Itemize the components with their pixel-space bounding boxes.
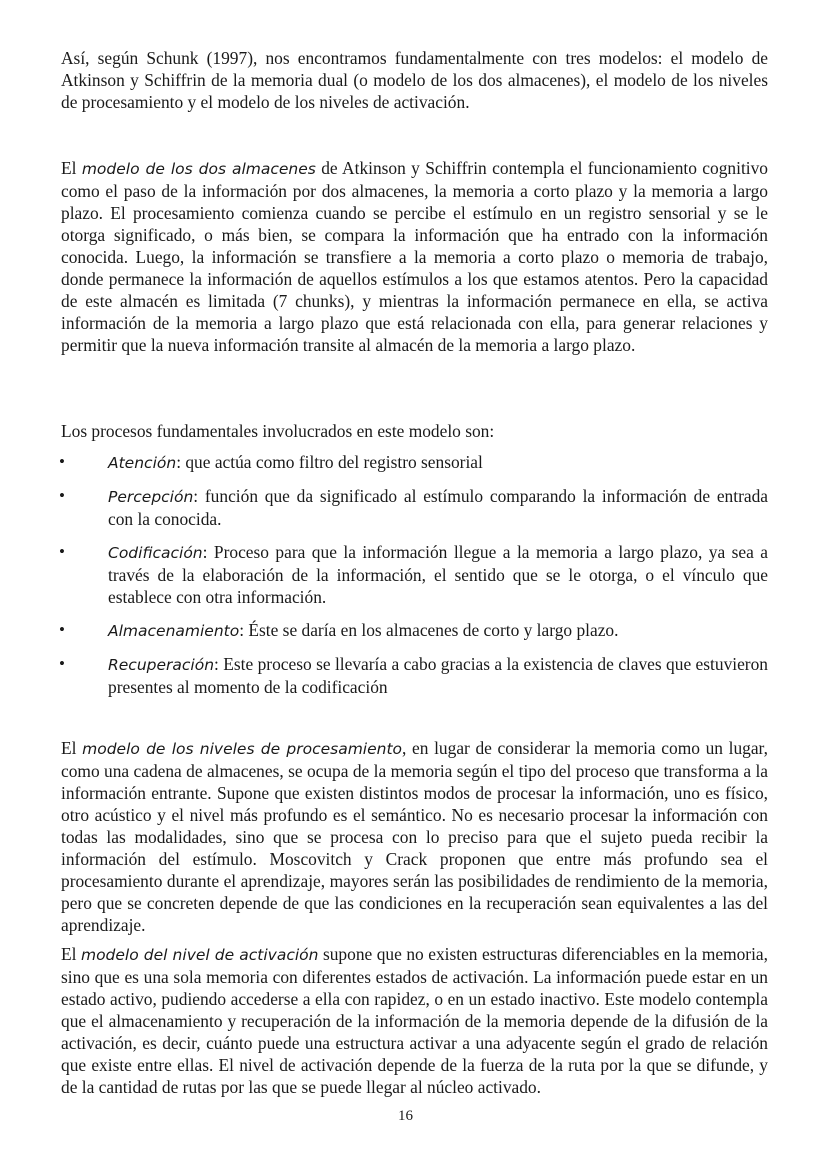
bullet-icon: • [59, 620, 65, 639]
paragraph-activation-level-model [61, 943, 768, 1098]
list-item [61, 451, 768, 474]
list-item-text: : función que da significado al estímulo comparando la información de entrada con la conocida. [108, 486, 768, 529]
list-item [61, 653, 768, 698]
bullet-icon: • [59, 654, 65, 673]
list-item-text: : Este proceso se llevaría a cabo gracias a la existencia de claves que estuvieron presentes al momento de la codificación [108, 654, 768, 697]
term-activation-level-model: modelo del nivel de activación [80, 946, 319, 964]
paragraph-body: supone que no existen estructuras diferenciables en la memoria, sino que es una sola memoria con diferentes estados de activación. La información puede estar en un estado activo, pudiendo accederse a ella con rapidez, o en un estado inactivo. Este modelo contempla que el almacenamiento y recuperación de la información de la memoria depende de la difusión de la activación, es decir, cuánto puede una estructura activar a una adyacente según el grado de relación que existe entre ellas. El nivel de activación depende de la fuerza de la ruta por la que se difunde, y de la cantidad de rutas por las que se puede llegar al núcleo activado. [61, 944, 768, 1097]
term-two-stores-model: modelo de los dos almacenes [81, 160, 316, 178]
paragraph-two-stores-model [61, 157, 768, 356]
term-recuperacion: Recuperación [108, 656, 215, 674]
list-item [61, 619, 768, 642]
paragraph-intro: El [61, 944, 81, 964]
term-atencion: Atención [108, 454, 177, 472]
processes-list [61, 451, 768, 709]
paragraph-intro: El [61, 738, 83, 758]
bullet-icon: • [59, 486, 65, 505]
paragraph-processing-levels-model [61, 737, 768, 936]
list-item-text: : que actúa como filtro del registro sensorial [176, 452, 483, 472]
paragraph-body: , en lugar de considerar la memoria como un lugar, como una cadena de almacenes, se ocupa de la memoria según el tipo del proceso que transforma a la información entrante. Supone que existen distintos modos de procesar la información, uno es físico, otro acústico y el nivel más profundo es el semántico. No es necesario procesar la información con todas las modalidades, sino que se procesa con lo preciso para que el sujeto pueda recibir la información del estímulo. Moscovitch y Crack proponen que entre más profundo sea el procesamiento durante el aprendizaje, mayores serán las posibilidades de rendimiento de la memoria, pero que se concreten depende de que las condiciones en la recuperación sean equivalentes a las del aprendizaje. [61, 738, 768, 935]
term-almacenamiento: Almacenamiento [108, 622, 240, 640]
term-percepcion: Percepción [108, 488, 194, 506]
term-codificacion: Codificación [108, 544, 203, 562]
list-item [61, 541, 768, 608]
bullet-icon: • [59, 542, 65, 561]
paragraph-intro: El [61, 158, 82, 178]
paragraph-body: de Atkinson y Schiffrin contempla el funcionamiento cognitivo como el paso de la información por dos almacenes, la memoria a corto plazo y la memoria a largo plazo. El procesamiento comienza cuando se percibe el estímulo en un registro sensorial y se le otorga significado, o más bien, se compara la información que ha entrado con la información conocida. Luego, la información se transfiere a la memoria a corto plazo o memoria de trabajo, donde permanece la información de aquellos estímulos a los que estamos atentos. Pero la capacidad de este almacén es limitada (7 chunks), y mientras la información permanece en ella, se activa información de la memoria a largo plazo que está relacionada con ella, para generar relaciones y permitir que la nueva información transite al almacén de la memoria a largo plazo. [61, 158, 768, 355]
list-item [61, 485, 768, 530]
paragraph-processes-intro: Los procesos fundamentales involucrados en este modelo son: [61, 421, 495, 441]
list-item-text: : Proceso para que la información llegue a la memoria a largo plazo, ya sea a través de la elaboración de la información, el sentido que se le otorga, o el vínculo que establece con otra información. [108, 542, 768, 607]
list-item-text: : Éste se daría en los almacenes de corto y largo plazo. [239, 620, 619, 640]
bullet-icon: • [59, 452, 65, 471]
paragraph-schunk-models: Así, según Schunk (1997), nos encontramos fundamentalmente con tres modelos: el modelo de Atkinson y Schiffrin de la memoria dual (o modelo de los dos almacenes), el modelo de los niveles de procesamiento y el modelo de los niveles de activación. [61, 48, 768, 112]
term-processing-levels-model: modelo de los niveles de procesamiento [82, 740, 403, 758]
page-number: 16 [398, 1108, 413, 1124]
